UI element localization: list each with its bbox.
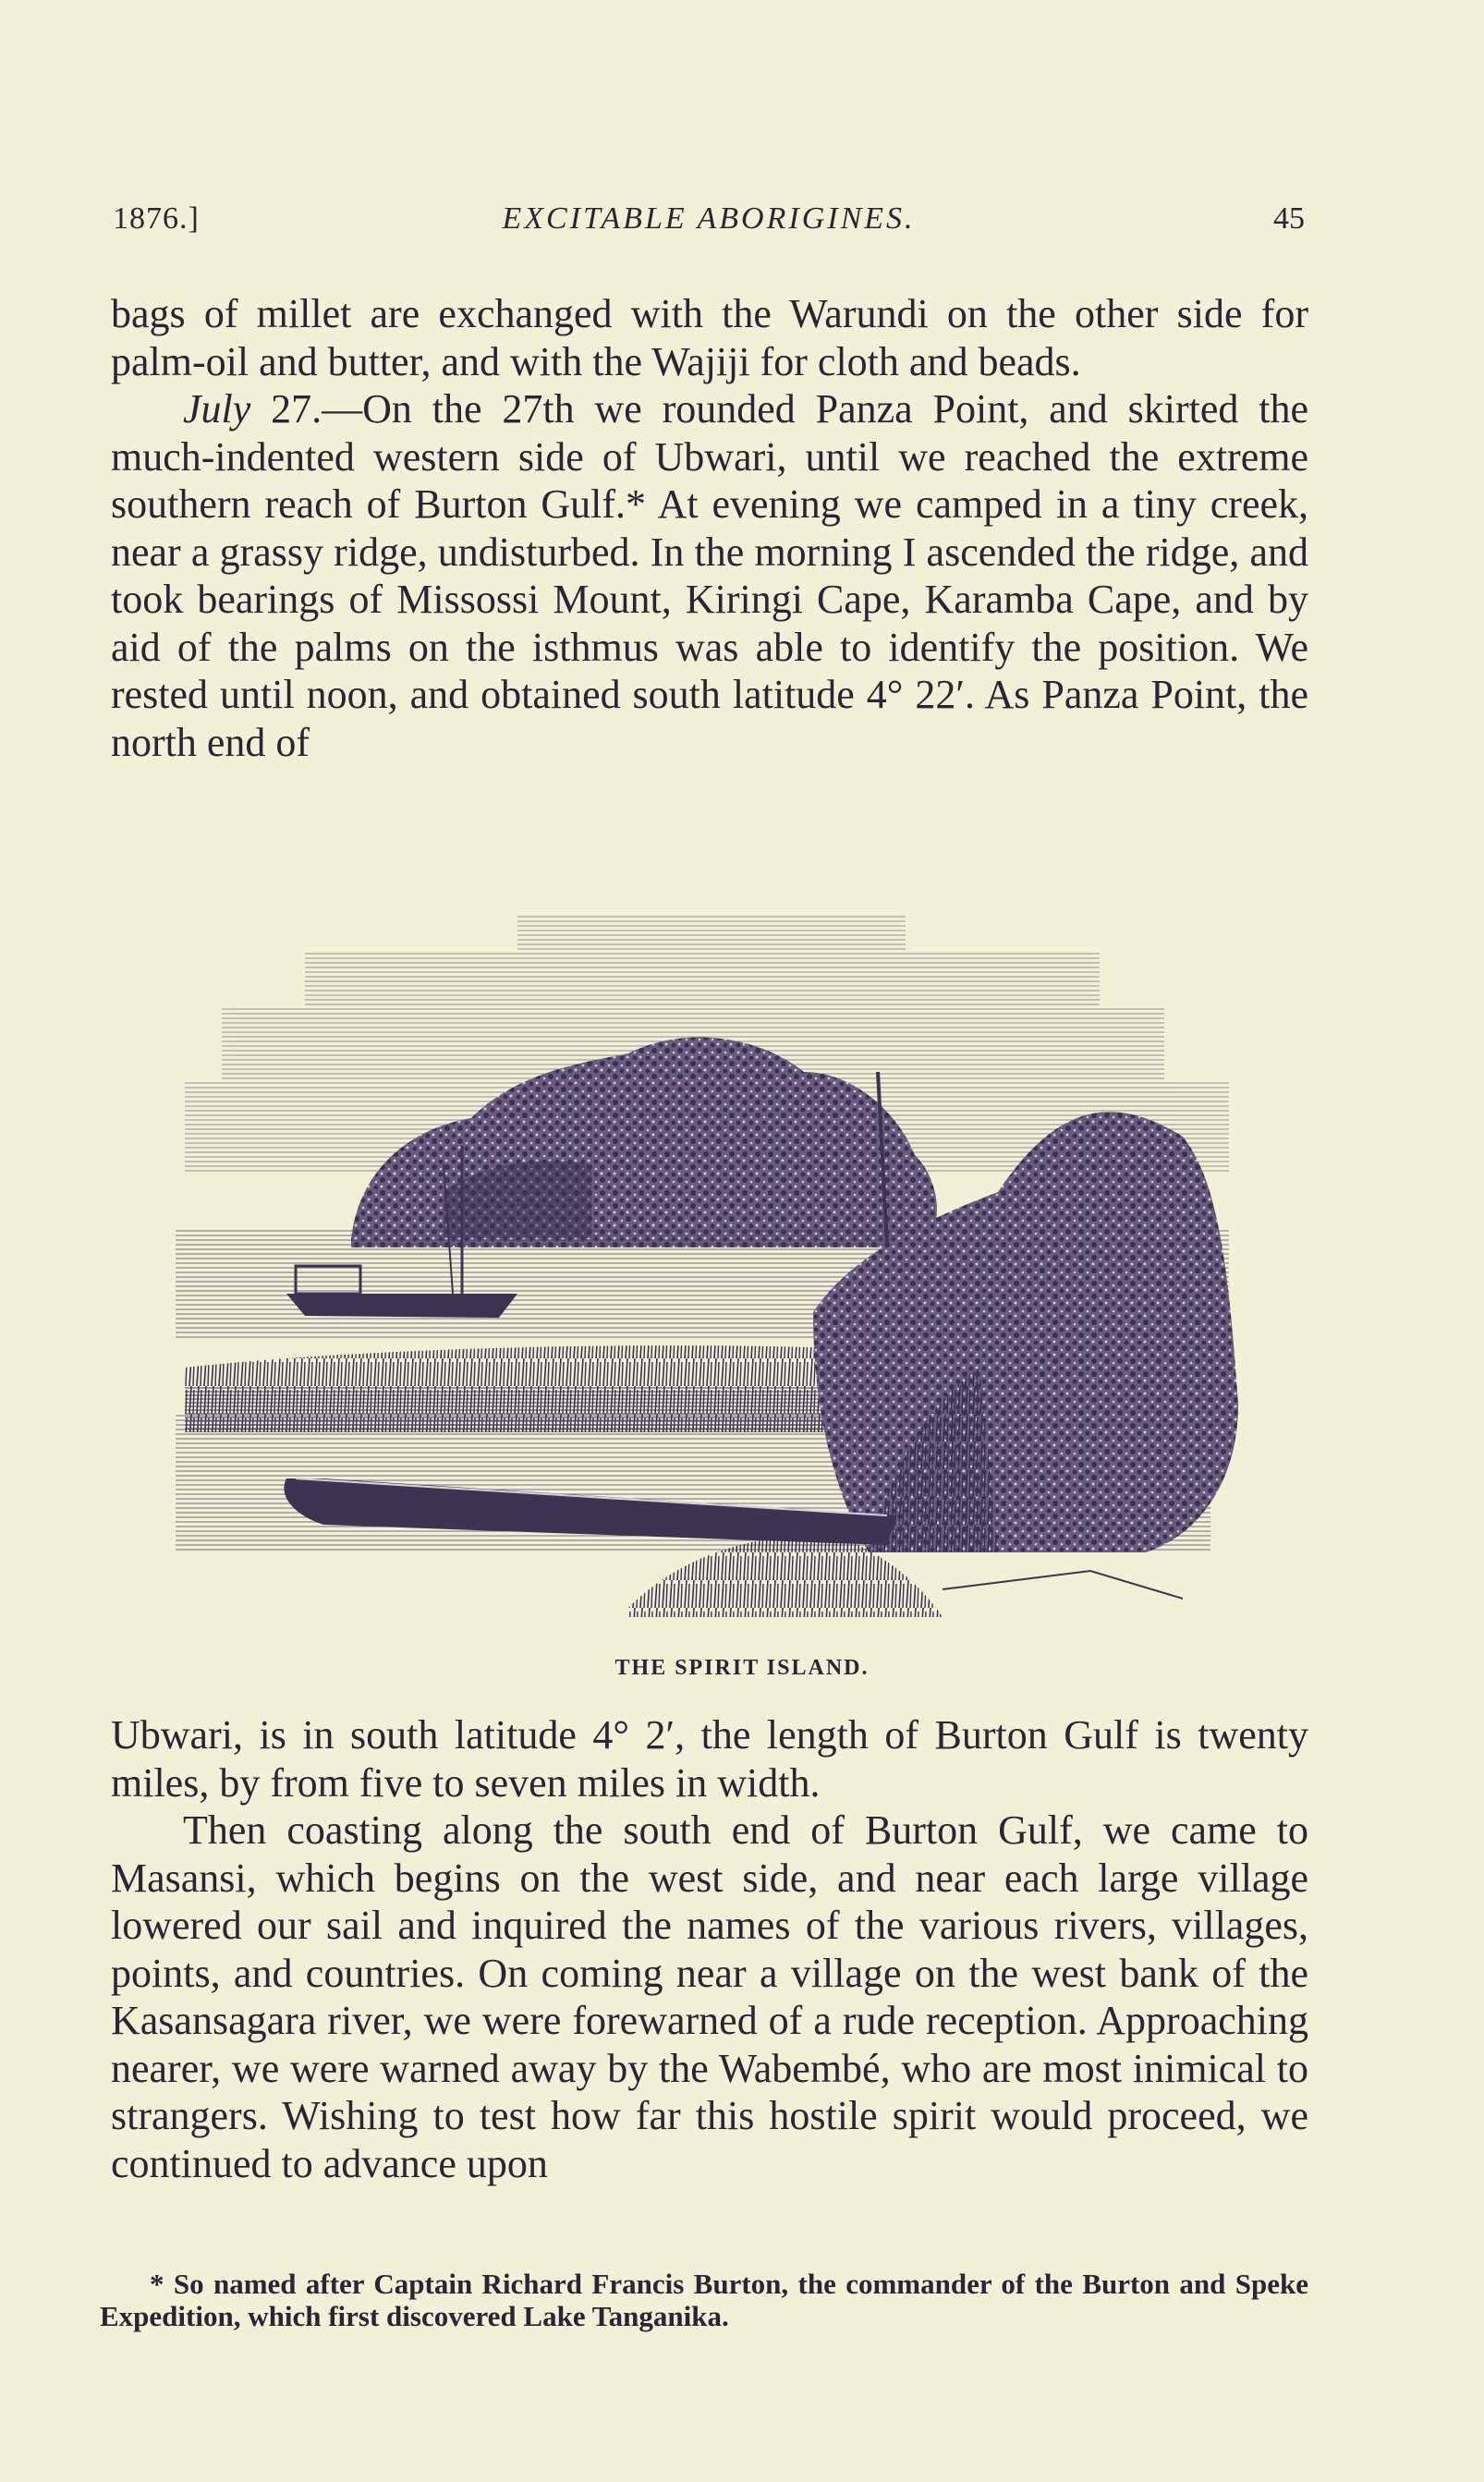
page-number: 45 (1273, 201, 1305, 236)
figure-caption: THE SPIRIT ISLAND. (614, 1656, 870, 1680)
body-text-top (111, 290, 1308, 766)
date-label: July (183, 386, 251, 432)
paragraph: Then coasting along the south end of Burton Gulf, we came to Masansi, which begins on the west side, and near each large village lowered our sail and inquired the names of the various rivers, villages, points, and countries. On coming near a village on the west bank of the Kasansagara river, we were forewarned of a rude reception. Approaching nearer, we were warned away by the Wabembé, who are most inimical to strangers. Wishing to test how far this hostile spirit would proceed, we continued to advance upon (111, 1807, 1308, 2186)
paragraph (111, 385, 1308, 766)
running-header (113, 201, 1305, 248)
spirit-island-engraving (166, 887, 1257, 1645)
engraving-illustration (166, 887, 1257, 1645)
header-title: EXCITABLE ABORIGINES. (502, 201, 916, 236)
header-year: 1876.] (113, 201, 200, 236)
body-text-bottom (111, 1711, 1308, 2187)
reed-bank (185, 1345, 906, 1432)
paragraph: Ubwari, is in south latitude 4° 2′, the length of Burton Gulf is twenty miles, by from five to seven miles in width. (111, 1712, 1308, 1806)
footnote (100, 2268, 1308, 2332)
paragraph: bags of millet are exchanged with the Warundi on the other side for palm-oil and butter, and with the Wajiji for cloth and beads. (111, 291, 1308, 384)
paragraph-text: 27.—On the 27th we rounded Panza Point, and skirted the much-indented western side of Ubwari, until we reached the extreme southern reach of Burton Gulf.* At evening we camped in a tiny creek, near a grassy ridge, undisturbed. In the morning I ascended the ridge, and took bearings of Missossi Mount, Kiringi Cape, Karamba Cape, and by aid of the palms on the isthmus was able to identify the position. We rested until noon, and obtained south latitude 4° 22′. As Panza Point, the north end of (111, 386, 1308, 765)
footnote-text: * So named after Captain Richard Francis Burton, the commander of the Burton and Speke Expedition, which first discovered Lake Tanganika. (100, 2268, 1308, 2332)
